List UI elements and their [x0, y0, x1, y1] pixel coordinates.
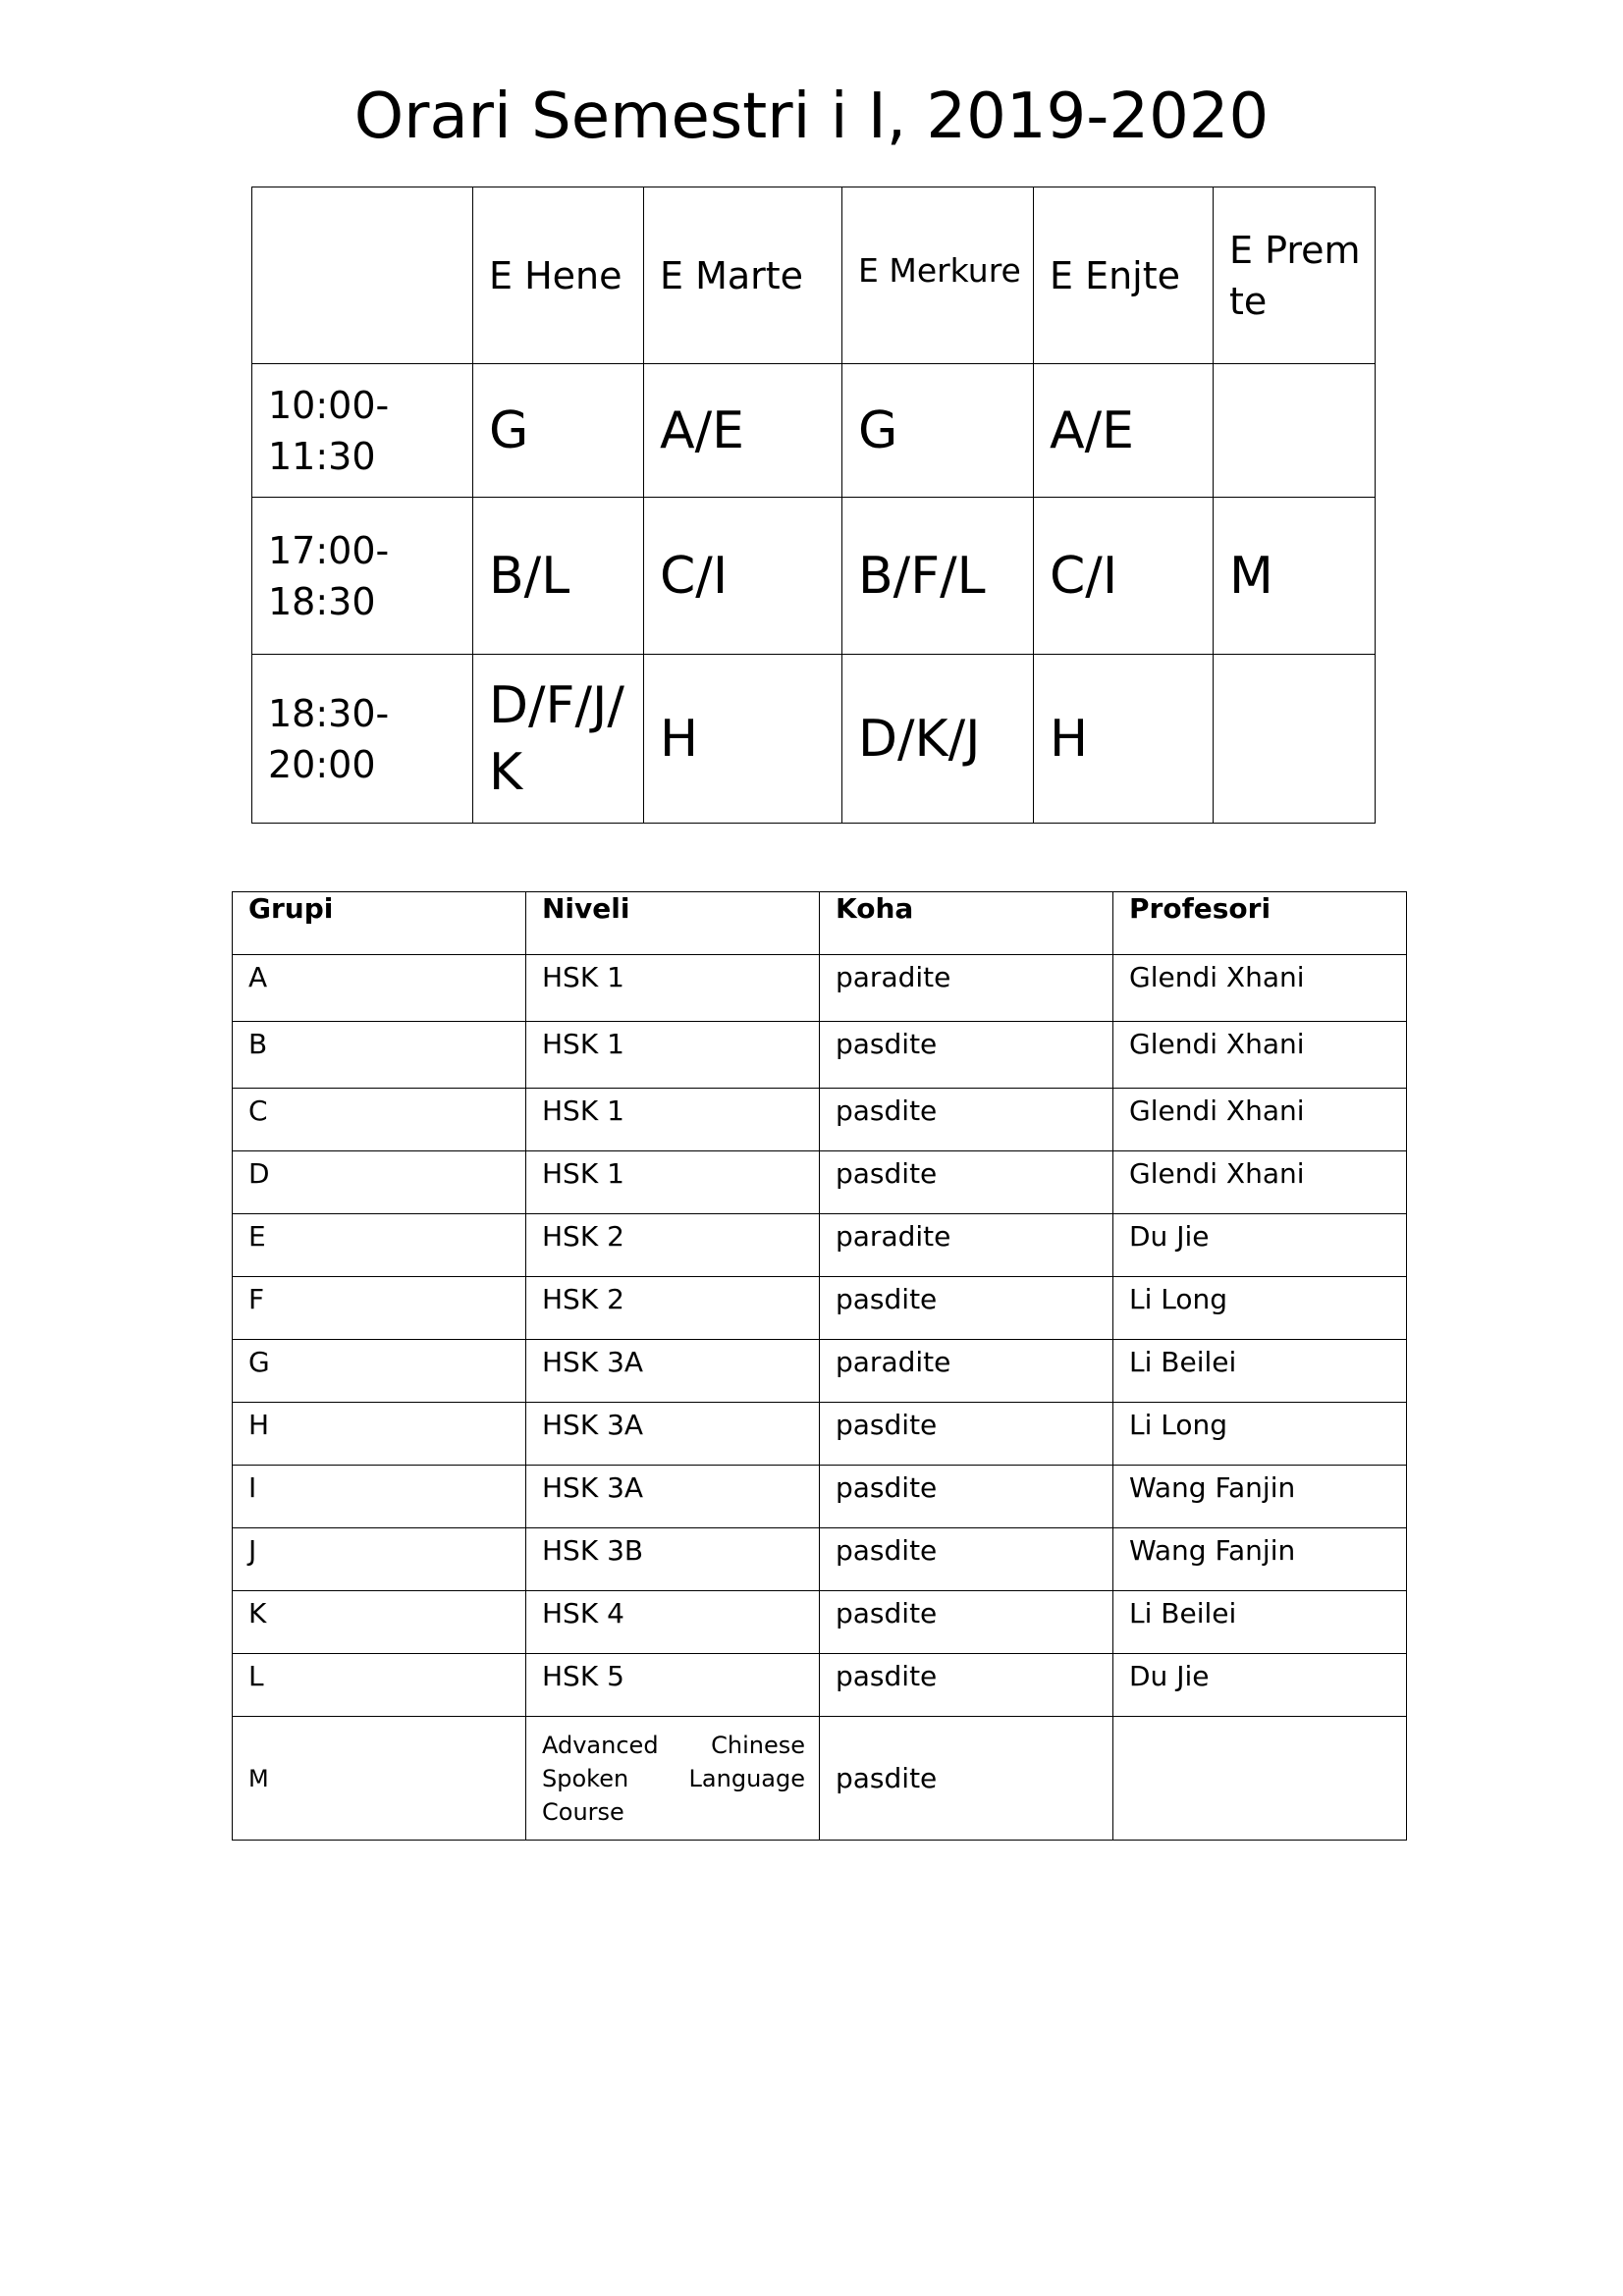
- table-row: [233, 1466, 1407, 1528]
- cell-koha: pasdite: [820, 1466, 1113, 1528]
- cell-niveli: HSK 3A: [526, 1403, 820, 1466]
- schedule-cell: A/E: [1034, 364, 1214, 498]
- table-row: [233, 1340, 1407, 1403]
- table-row: [233, 1654, 1407, 1717]
- time-slot-label: 18:30-20:00: [252, 655, 473, 824]
- table-row: [233, 1403, 1407, 1466]
- cell-koha: paradite: [820, 1214, 1113, 1277]
- cell-profesori: Glendi Xhani: [1113, 955, 1407, 1022]
- schedule-cell: B/F/L: [842, 498, 1034, 655]
- cell-profesori: Du Jie: [1113, 1214, 1407, 1277]
- cell-niveli: HSK 4: [526, 1591, 820, 1654]
- header-profesori: Profesori: [1113, 892, 1407, 955]
- cell-profesori: Du Jie: [1113, 1654, 1407, 1717]
- cell-grupi: G: [233, 1340, 526, 1403]
- cell-niveli: HSK 1: [526, 955, 820, 1022]
- day-header-thursday: E Enjte: [1034, 187, 1214, 364]
- cell-grupi: A: [233, 955, 526, 1022]
- cell-niveli: HSK 1: [526, 1089, 820, 1151]
- day-header-wednesday: E Merkure: [842, 187, 1034, 364]
- cell-grupi: D: [233, 1151, 526, 1214]
- table-row: [233, 1528, 1407, 1591]
- table-row: [233, 955, 1407, 1022]
- schedule-cell: [1214, 655, 1376, 824]
- cell-niveli: HSK 5: [526, 1654, 820, 1717]
- cell-grupi: K: [233, 1591, 526, 1654]
- schedule-cell: [1214, 364, 1376, 498]
- page-title: Orari Semestri i I, 2019-2020: [353, 80, 1270, 153]
- schedule-cell: M: [1214, 498, 1376, 655]
- cell-koha: pasdite: [820, 1151, 1113, 1214]
- schedule-row: [252, 655, 1376, 824]
- cell-grupi: H: [233, 1403, 526, 1466]
- table-row: [233, 1277, 1407, 1340]
- cell-profesori: [1113, 1717, 1407, 1841]
- header-grupi: Grupi: [233, 892, 526, 955]
- table-row: [233, 1214, 1407, 1277]
- schedule-cell: D/K/J: [842, 655, 1034, 824]
- table-row: [233, 1151, 1407, 1214]
- day-header-monday: E Hene: [473, 187, 644, 364]
- cell-profesori: Glendi Xhani: [1113, 1089, 1407, 1151]
- groups-header-row: [233, 892, 1407, 955]
- cell-profesori: Li Beilei: [1113, 1591, 1407, 1654]
- cell-koha: paradite: [820, 955, 1113, 1022]
- schedule-cell: G: [842, 364, 1034, 498]
- cell-profesori: Wang Fanjin: [1113, 1466, 1407, 1528]
- cell-niveli: HSK 1: [526, 1151, 820, 1214]
- schedule-corner-cell: [252, 187, 473, 364]
- table-row: [233, 1022, 1407, 1089]
- schedule-cell: B/L: [473, 498, 644, 655]
- cell-niveli: HSK 2: [526, 1214, 820, 1277]
- schedule-header-row: [252, 187, 1376, 364]
- cell-grupi: J: [233, 1528, 526, 1591]
- cell-grupi: L: [233, 1654, 526, 1717]
- cell-grupi: B: [233, 1022, 526, 1089]
- schedule-cell: H: [644, 655, 842, 824]
- cell-grupi: E: [233, 1214, 526, 1277]
- cell-profesori: Glendi Xhani: [1113, 1022, 1407, 1089]
- cell-koha: pasdite: [820, 1591, 1113, 1654]
- cell-grupi: F: [233, 1277, 526, 1340]
- schedule-row: [252, 364, 1376, 498]
- table-row: [233, 1089, 1407, 1151]
- cell-koha: pasdite: [820, 1717, 1113, 1841]
- cell-profesori: Li Long: [1113, 1403, 1407, 1466]
- cell-profesori: Li Long: [1113, 1277, 1407, 1340]
- schedule-cell: C/I: [1034, 498, 1214, 655]
- cell-koha: pasdite: [820, 1654, 1113, 1717]
- cell-koha: paradite: [820, 1340, 1113, 1403]
- schedule-cell: H: [1034, 655, 1214, 824]
- header-koha: Koha: [820, 892, 1113, 955]
- table-row: [233, 1717, 1407, 1841]
- cell-koha: pasdite: [820, 1277, 1113, 1340]
- cell-profesori: Wang Fanjin: [1113, 1528, 1407, 1591]
- cell-profesori: Li Beilei: [1113, 1340, 1407, 1403]
- day-header-tuesday: E Marte: [644, 187, 842, 364]
- cell-niveli: HSK 3B: [526, 1528, 820, 1591]
- cell-profesori: Glendi Xhani: [1113, 1151, 1407, 1214]
- cell-grupi: C: [233, 1089, 526, 1151]
- cell-niveli: HSK 1: [526, 1022, 820, 1089]
- schedule-cell: G: [473, 364, 644, 498]
- schedule-row: [252, 498, 1376, 655]
- cell-niveli: Advanced Chinese Spoken Language Course: [526, 1717, 820, 1841]
- groups-table: [232, 891, 1407, 1841]
- cell-grupi: M: [233, 1717, 526, 1841]
- cell-koha: pasdite: [820, 1403, 1113, 1466]
- header-niveli: Niveli: [526, 892, 820, 955]
- schedule-cell: C/I: [644, 498, 842, 655]
- cell-koha: pasdite: [820, 1022, 1113, 1089]
- cell-niveli: HSK 2: [526, 1277, 820, 1340]
- time-slot-label: 10:00-11:30: [252, 364, 473, 498]
- schedule-cell: A/E: [644, 364, 842, 498]
- cell-koha: pasdite: [820, 1528, 1113, 1591]
- schedule-cell: D/F/J/K: [473, 655, 644, 824]
- schedule-table: [251, 187, 1376, 824]
- cell-niveli: HSK 3A: [526, 1466, 820, 1528]
- day-header-friday: E Premte: [1214, 187, 1376, 364]
- table-row: [233, 1591, 1407, 1654]
- cell-koha: pasdite: [820, 1089, 1113, 1151]
- cell-niveli: HSK 3A: [526, 1340, 820, 1403]
- cell-grupi: I: [233, 1466, 526, 1528]
- time-slot-label: 17:00-18:30: [252, 498, 473, 655]
